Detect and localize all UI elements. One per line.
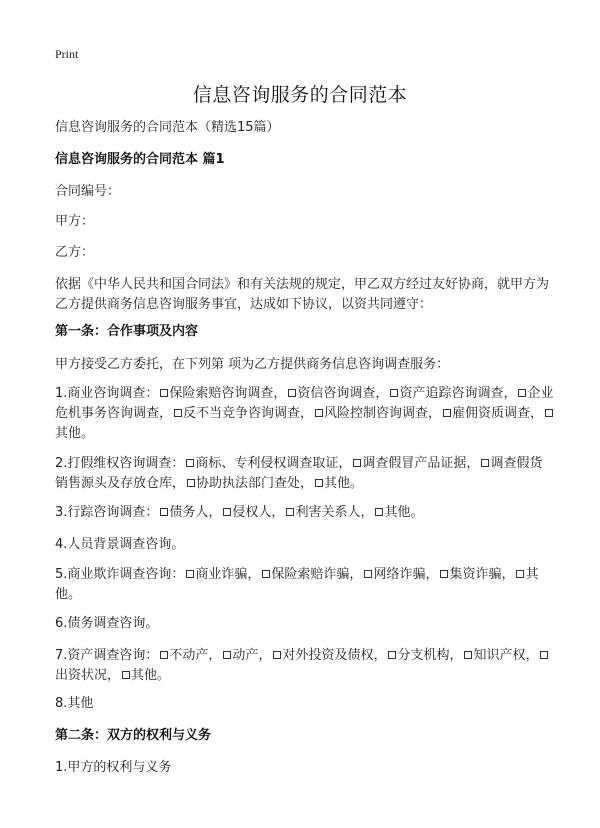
article-1-intro: 甲方接受乙方委托，在下列第 项为乙方提供商务信息咨询调查服务： [55,357,450,372]
item-1-prefix: 1.商业咨询调查： [55,386,159,401]
checkbox[interactable] [187,479,195,487]
checkbox[interactable] [223,651,231,659]
contract-number-label: 合同编号： [55,184,121,199]
item-1-option: 企业危机事务咨询调查， [55,386,554,421]
checkbox[interactable] [160,508,168,516]
item-1-option: 资信咨询调查， [297,386,389,401]
item-1-option: 风险控制咨询调查， [324,406,442,421]
item-2-option: 商标、专利侵权调查取证， [195,456,352,471]
item-2-option: 调查假冒产品证据， [362,456,480,471]
article-2-title: 第二条：双方的权利与义务 [55,728,212,743]
checkbox[interactable] [481,459,489,467]
checkbox[interactable] [315,409,323,417]
checkbox[interactable] [518,389,526,397]
document-subtitle: 信息咨询服务的合同范本（精选15篇） [55,120,280,135]
item-7-option: 分支机构， [397,648,463,663]
item-7-option: 不动产， [169,648,222,663]
checkbox[interactable] [223,508,231,516]
item-6-paragraph: 6.债务调查咨询。 [55,616,159,631]
item-7-option: 出资状况， [55,668,121,683]
party-b-label: 乙方： [55,245,95,260]
checkbox[interactable] [160,651,168,659]
checkbox[interactable] [160,389,168,397]
checkbox[interactable] [375,508,383,516]
article-2-item-1: 1.甲方的权利与义务 [55,760,172,775]
item-7-option: 知识产权， [473,648,539,663]
checkbox[interactable] [464,651,472,659]
item-2-paragraph [55,454,555,494]
item-2-option: 其他。 [324,476,364,491]
item-7-option: 对外投资及债权， [282,648,387,663]
item-5-option: 保险索赔诈骗， [271,567,363,582]
item-1-option: 资产追踪咨询调查， [399,386,517,401]
item-5-option: 网络诈骗， [373,567,439,582]
checkbox[interactable] [516,570,524,578]
item-8-paragraph: 8.其他 [55,696,94,711]
checkbox[interactable] [540,651,548,659]
checkbox[interactable] [273,651,281,659]
item-1-paragraph [55,384,555,444]
document-title: 信息咨询服务的合同范本 [192,84,408,106]
checkbox[interactable] [186,570,194,578]
checkbox[interactable] [545,409,553,417]
item-3-option: 债务人， [169,505,222,520]
item-5-paragraph [55,565,555,605]
item-7-option: 动产， [232,648,272,663]
checkbox[interactable] [353,459,361,467]
item-3-paragraph [55,503,555,523]
item-1-option: 雇佣资质调查， [452,406,544,421]
item-3-option: 利害关系人， [295,505,374,520]
item-5-prefix: 5.商业欺诈调查咨询： [55,567,185,582]
item-3-prefix: 3.行踪咨询调查： [55,505,159,520]
checkbox[interactable] [440,570,448,578]
checkbox[interactable] [286,508,294,516]
checkbox[interactable] [443,409,451,417]
item-2-option: 协助执法部门查处， [196,476,314,491]
item-3-option: 其他。 [384,505,424,520]
item-5-option: 商业诈骗， [195,567,261,582]
party-a-label: 甲方： [55,214,95,229]
item-1-option: 反不当竞争咨询调查， [183,406,314,421]
item-2-prefix: 2.打假维权咨询调查： [55,456,185,471]
item-7-option: 其他。 [131,668,171,683]
item-7-paragraph [55,646,555,686]
item-4-paragraph: 4.人员背景调查咨询。 [55,537,185,552]
item-7-prefix: 7.资产调查咨询： [55,648,159,663]
print-label: Print [55,47,79,61]
checkbox[interactable] [288,389,296,397]
item-1-option: 保险索赔咨询调查， [169,386,287,401]
checkbox[interactable] [315,479,323,487]
item-2-option: 调查假货销售源头及存放仓库， [55,456,543,491]
item-5-option: 其他。 [55,567,539,602]
item-3-option: 侵权人， [232,505,285,520]
checkbox[interactable] [388,651,396,659]
item-5-option: 集资诈骗， [449,567,515,582]
checkbox[interactable] [262,570,270,578]
section-title: 信息咨询服务的合同范本 篇1 [55,152,225,167]
checkbox[interactable] [174,409,182,417]
intro-paragraph: 依据《中华人民共和国合同法》和有关法规的规定，甲乙双方经过友好协商，就甲方为乙方提供商务信息咨询服务事宜，达成如下协议，以资共同遵守： [55,277,550,312]
article-1-title: 第一条：合作事项及内容 [55,324,199,339]
checkbox[interactable] [122,671,130,679]
checkbox[interactable] [186,459,194,467]
checkbox[interactable] [364,570,372,578]
item-1-option: 其他。 [55,426,95,441]
checkbox[interactable] [390,389,398,397]
